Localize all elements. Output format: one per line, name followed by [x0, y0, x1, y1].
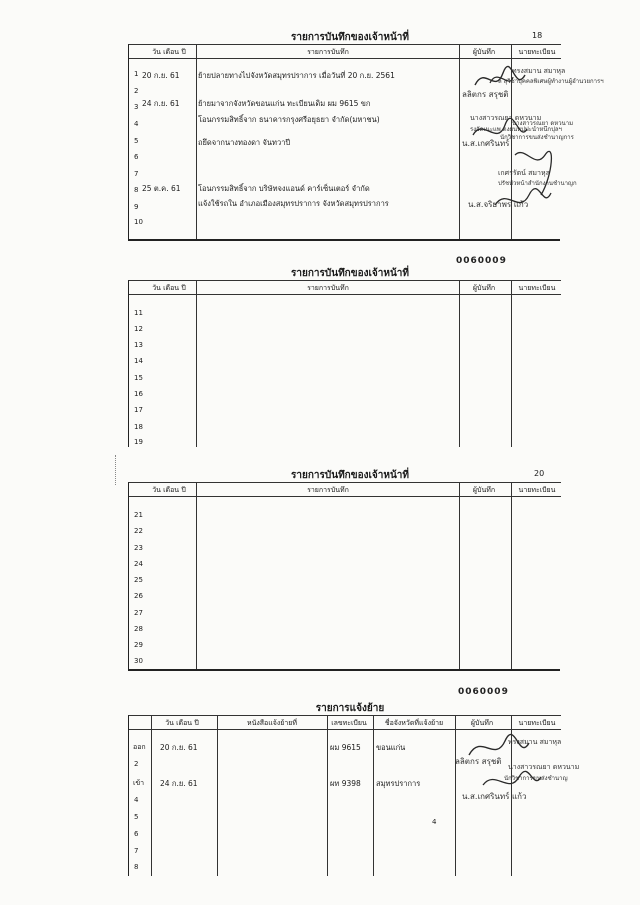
row-number: 21	[134, 511, 143, 519]
official-stamp: นางสาวรณยา ดหวนาม	[470, 114, 542, 122]
move-date: 20 ก.ย. 61	[160, 743, 198, 752]
official-stamp: นางสาวรณยา ดหวนาม	[508, 763, 580, 771]
row-number: ออก	[133, 743, 146, 751]
header-recorder: ผู้บันทึก	[472, 48, 496, 56]
section4-title: รายการแจ้งย้าย	[315, 703, 385, 714]
official-stamp: นักวิชาการขนส่งชำนาญการ	[500, 134, 574, 141]
section2-table	[128, 280, 561, 447]
header-doc: หนังสือแจ้งย้ายที่	[246, 719, 298, 727]
column-rule	[373, 716, 374, 876]
header-registrar: นายทะเบียน	[518, 719, 556, 727]
row-number: 29	[134, 641, 143, 649]
row-number: 5	[134, 813, 139, 821]
entry-text: โอนกรรมสิทธิ์จาก บริษัทจงแอนด์ คาร์เซ็นเตอร์ จำกัด	[198, 184, 370, 193]
official-stamp: ทรงสมาน สมาหุล	[508, 738, 562, 746]
footnote-mark: 4	[432, 818, 437, 826]
row-number: 18	[134, 423, 143, 431]
row-number: 23	[134, 544, 143, 552]
move-province: สมุทรปราการ	[376, 779, 421, 788]
column-rule	[327, 716, 328, 876]
official-stamp: นักวิชาการขนส่งชำนาญ	[504, 775, 568, 782]
row-number: 17	[134, 406, 143, 414]
row-number: 14	[134, 357, 143, 365]
column-rule	[459, 483, 460, 671]
row-number: 2	[134, 87, 139, 95]
column-rule	[459, 281, 460, 447]
row-number: 8	[134, 186, 139, 194]
entry-date: 25 ต.ค. 61	[142, 184, 181, 193]
section-divider	[128, 669, 560, 671]
row-number: 6	[134, 153, 139, 161]
row-number: 1	[134, 70, 139, 78]
signature-name: น.ส.เกศรินทร์ แก้ว	[462, 792, 527, 801]
entry-text: แจ้งใช้รถใน อำเภอเมืองสมุทรปราการ จังหวัดสมุทรปราการ	[198, 199, 389, 208]
row-number: 8	[134, 863, 139, 871]
serial-number: 0060009	[456, 256, 507, 266]
entry-text: โอนกรรมสิทธิ์จาก ธนาคารกรุงศรีอยุธยา จำกัด(มหาชน)	[198, 115, 380, 124]
row-number: 4	[134, 796, 139, 804]
official-stamp: ล สุวิชาบุคคลพิเศษผู้ทำงานผู้อำนวยการฯ	[498, 78, 604, 85]
header-rule	[129, 294, 561, 295]
row-number: 30	[134, 657, 143, 665]
official-stamp: รงจัดเนะแพ ตงผนหปปะนำหนึกปุลฯ	[470, 126, 562, 133]
move-plate: ผม 9615	[330, 743, 361, 752]
header-date: วัน เดือน ปี	[152, 284, 186, 292]
header-recorder: ผู้บันทึก	[470, 719, 494, 727]
header-province: ชื่อจังหวัดที่แจ้งย้าย	[384, 719, 444, 727]
header-date: วัน เดือน ปี	[152, 486, 186, 494]
official-stamp: ปรัชหัวหน้าสำนักงานชำนาญก	[498, 180, 577, 187]
row-number: 28	[134, 625, 143, 633]
header-registrar: นายทะเบียน	[518, 48, 556, 56]
section1-page-number: 18	[532, 31, 543, 40]
row-number: 27	[134, 609, 143, 617]
column-rule	[511, 281, 512, 447]
column-rule	[511, 483, 512, 671]
row-number: 6	[134, 830, 139, 838]
row-number: 25	[134, 576, 143, 584]
header-plate: เลขทะเบียน	[331, 719, 367, 727]
row-number: 22	[134, 527, 143, 535]
signature-name: น.ส.จริยาพร แก้ว	[468, 200, 529, 209]
header-date: วัน เดือน ปี	[152, 48, 186, 56]
entry-date: 24 ก.ย. 61	[142, 99, 180, 108]
section3-title: รายการบันทึกของเจ้าหน้าที่	[291, 470, 409, 481]
row-number: 4	[134, 120, 139, 128]
header-recorder: ผู้บันทึก	[472, 284, 496, 292]
column-rule	[196, 45, 197, 241]
header-record: รายการบันทึก	[307, 284, 349, 292]
section3-table	[128, 482, 561, 671]
row-number: 24	[134, 560, 143, 568]
header-recorder: ผู้บันทึก	[472, 486, 496, 494]
section1-title: รายการบันทึกของเจ้าหน้าที่	[291, 32, 409, 43]
row-number: 11	[134, 309, 143, 317]
move-plate: ผท 9398	[330, 779, 361, 788]
row-number: 10	[134, 218, 143, 226]
serial-number: 0060009	[458, 687, 509, 697]
entry-date: 20 ก.ย. 61	[142, 71, 180, 80]
signature-name: ลลิตกร สรุชติ	[455, 757, 502, 766]
column-rule	[217, 716, 218, 876]
column-rule	[151, 716, 152, 876]
row-number: 19	[134, 438, 143, 446]
column-rule	[196, 483, 197, 671]
column-rule	[196, 281, 197, 447]
row-number: 5	[134, 137, 139, 145]
entry-text: ถยึดจากนางทองดา จันทวาปี	[198, 138, 291, 147]
row-number: 13	[134, 341, 143, 349]
header-registrar: นายทะเบียน	[518, 486, 556, 494]
header-registrar: นายทะเบียน	[518, 284, 556, 292]
entry-text: ย้ายปลายทางไปจังหวัดสมุทรปราการ เมื่อวันที่ 20 ก.ย. 2561	[198, 71, 395, 80]
handwritten-signatures	[455, 55, 565, 220]
section3-page-number: 20	[534, 469, 545, 478]
row-number: 3	[134, 103, 139, 111]
row-number: 12	[134, 325, 143, 333]
row-number: เข้า	[133, 779, 145, 787]
signature-name: ลลิตกร สรุชติ	[462, 90, 509, 99]
row-number: 2	[134, 760, 139, 768]
header-record: รายการบันทึก	[307, 486, 349, 494]
header-date: วัน เดือน ปี	[165, 719, 199, 727]
row-number: 7	[134, 847, 139, 855]
signature-name: น.ส.เกศรินทร์	[462, 139, 510, 148]
scan-artifact	[115, 455, 116, 485]
row-number: 7	[134, 170, 139, 178]
row-number: 15	[134, 374, 143, 382]
entry-text: ย้ายมาจากจังหวัดขอนแก่น ทะเบียนเดิม ผม 9615 ขก	[198, 99, 371, 108]
row-number: 9	[134, 203, 139, 211]
section-divider	[128, 239, 560, 241]
move-province: ขอนแก่น	[376, 743, 406, 752]
header-rule	[129, 496, 561, 497]
row-number: 26	[134, 592, 143, 600]
row-number: 16	[134, 390, 143, 398]
handwritten-signatures	[455, 725, 565, 805]
official-stamp: เกศรรัตน์ สมาหุล	[498, 169, 550, 177]
official-stamp: นางสาวรณยา ดหวนาม	[512, 120, 574, 127]
header-record: รายการบันทึก	[307, 48, 349, 56]
move-date: 24 ก.ย. 61	[160, 779, 198, 788]
official-stamp: ทรงสมาน สมาหุล	[512, 67, 566, 75]
section2-title: รายการบันทึกของเจ้าหน้าที่	[291, 268, 409, 279]
